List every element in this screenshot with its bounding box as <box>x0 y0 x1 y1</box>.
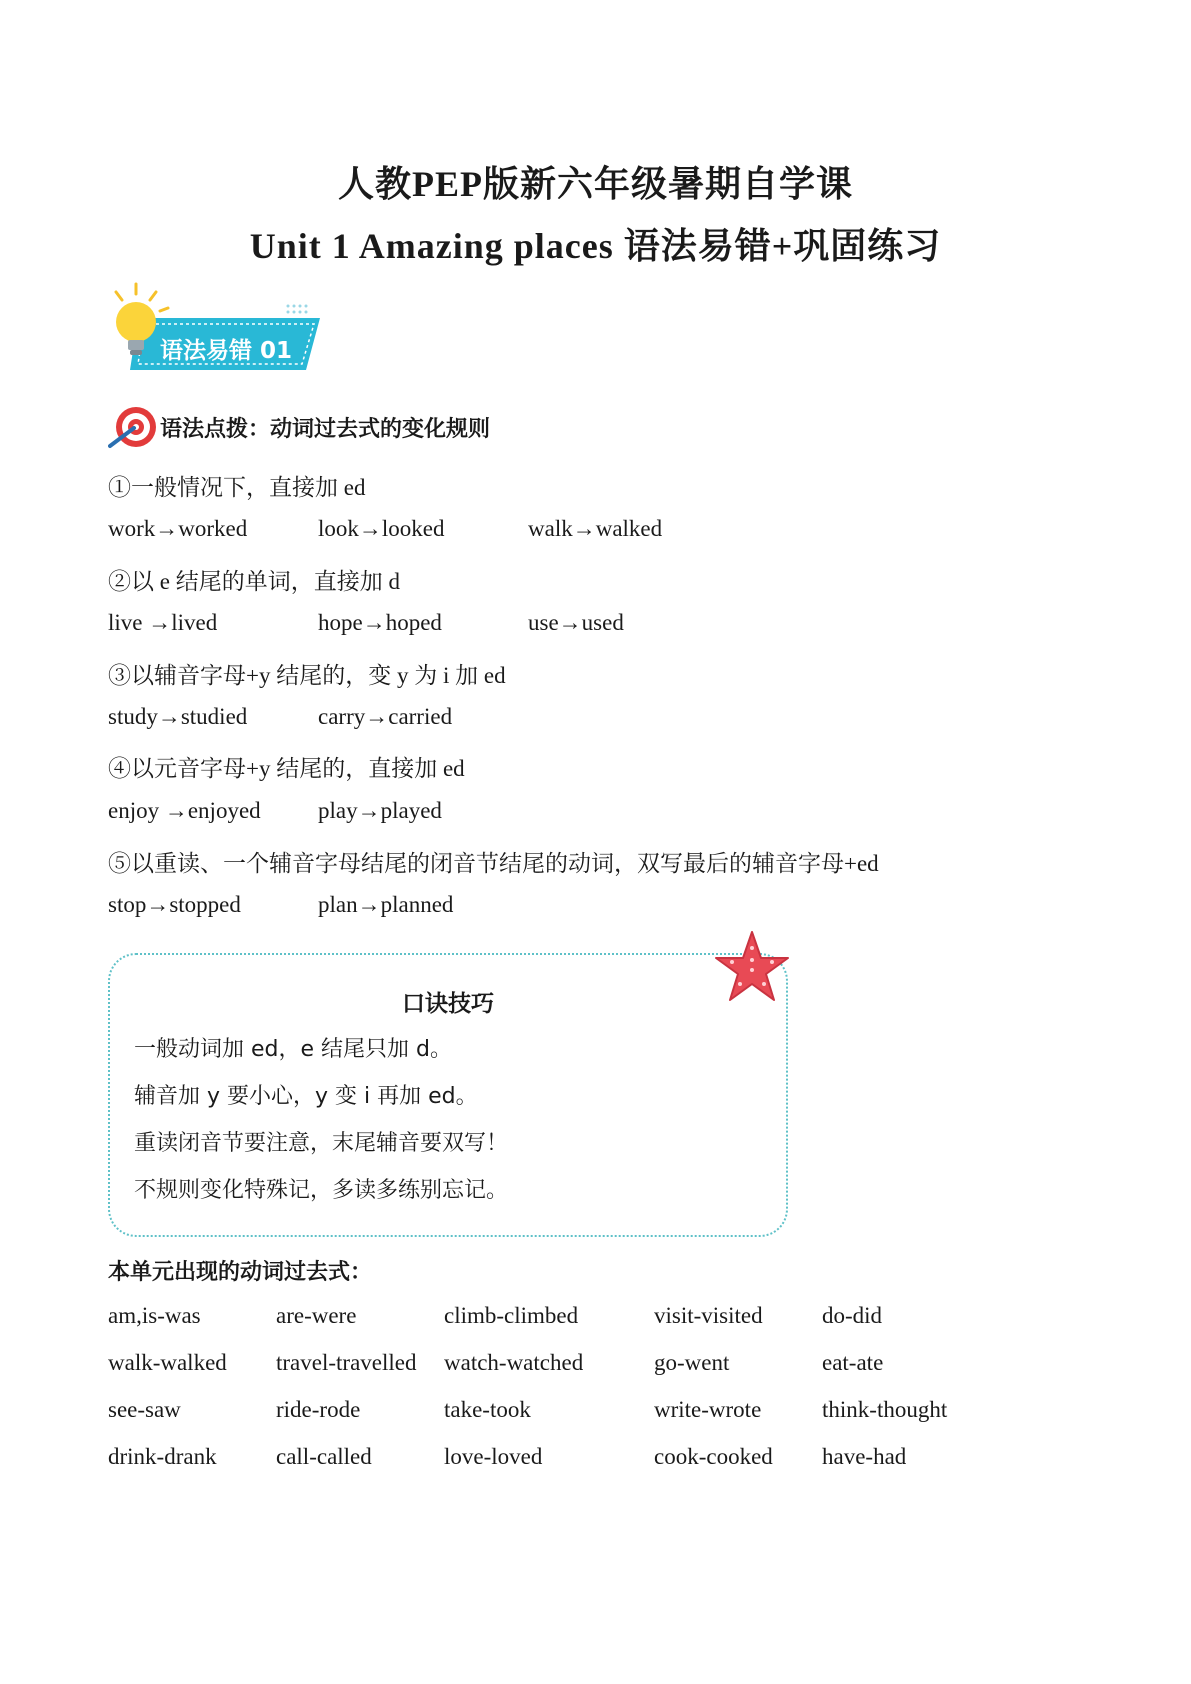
section-badge-label: 语法易错 01 <box>160 338 293 364</box>
verb-cell: climb-climbed <box>444 1303 579 1328</box>
section-badge <box>108 278 328 388</box>
rule-example: carry→carried <box>318 704 453 729</box>
rule-title-3: ③以辅音字母+y 结尾的，变 y 为 i 加 ed <box>108 663 506 688</box>
verb-cell: watch-watched <box>444 1350 584 1375</box>
verb-cell: think-thought <box>822 1397 948 1422</box>
target-icon <box>108 404 158 450</box>
rule-example: work→worked <box>108 516 248 541</box>
tips-line: 辅音加 y 要小心，y 变 i 再加 ed。 <box>134 1084 478 1109</box>
rule-title-4: ④以元音字母+y 结尾的，直接加 ed <box>108 756 465 781</box>
verb-cell: am,is-was <box>108 1303 201 1328</box>
verb-cell: see-saw <box>108 1397 181 1422</box>
rule-example: enjoy →enjoyed <box>108 798 261 823</box>
verb-cell: walk-walked <box>108 1350 227 1375</box>
rule-example: play→played <box>318 798 442 823</box>
verb-cell: drink-drank <box>108 1444 217 1469</box>
rule-example: study→studied <box>108 704 248 729</box>
rule-example: stop→stopped <box>108 892 241 917</box>
rule-example: live →lived <box>108 610 218 635</box>
rule-example: plan→planned <box>318 892 454 917</box>
verb-cell: have-had <box>822 1444 907 1469</box>
rule-title-1: ①一般情况下，直接加 ed <box>108 475 366 500</box>
rule-example: hope→hoped <box>318 610 442 635</box>
verb-cell: eat-ate <box>822 1350 884 1375</box>
verb-cell: write-wrote <box>654 1397 762 1422</box>
verb-cell: ride-rode <box>276 1397 361 1422</box>
verb-cell: call-called <box>276 1444 372 1469</box>
verbs-heading: 本单元出现的动词过去式： <box>108 1260 373 1285</box>
rule-example: walk→walked <box>528 516 663 541</box>
tips-line: 一般动词加 ed，e 结尾只加 d。 <box>134 1037 452 1062</box>
verb-cell: go-went <box>654 1350 730 1375</box>
page-subtitle: Unit 1 Amazing places 语法易错+巩固练习 <box>249 226 942 266</box>
verb-cell: take-took <box>444 1397 531 1422</box>
verb-cell: love-loved <box>444 1444 543 1469</box>
verb-cell: are-were <box>276 1303 357 1328</box>
rule-example: use→used <box>528 610 624 635</box>
tips-title: 口诀技巧 <box>402 991 494 1017</box>
rule-title-2: ②以 e 结尾的单词，直接加 d <box>108 569 400 594</box>
rule-example: look→looked <box>318 516 445 541</box>
section-heading: 语法点拨：动词过去式的变化规则 <box>160 417 491 442</box>
page-title: 人教PEP版新六年级暑期自学课 <box>338 164 853 204</box>
tips-line: 不规则变化特殊记，多读多练别忘记。 <box>134 1178 509 1203</box>
verb-cell: visit-visited <box>654 1303 763 1328</box>
rule-title-5: ⑤以重读、一个辅音字母结尾的闭音节结尾的动词，双写最后的辅音字母+ed <box>108 851 879 876</box>
tips-line: 重读闭音节要注意，末尾辅音要双写！ <box>134 1131 509 1156</box>
verb-cell: travel-travelled <box>276 1350 417 1375</box>
verb-cell: do-did <box>822 1303 883 1328</box>
verb-cell: cook-cooked <box>654 1444 773 1469</box>
